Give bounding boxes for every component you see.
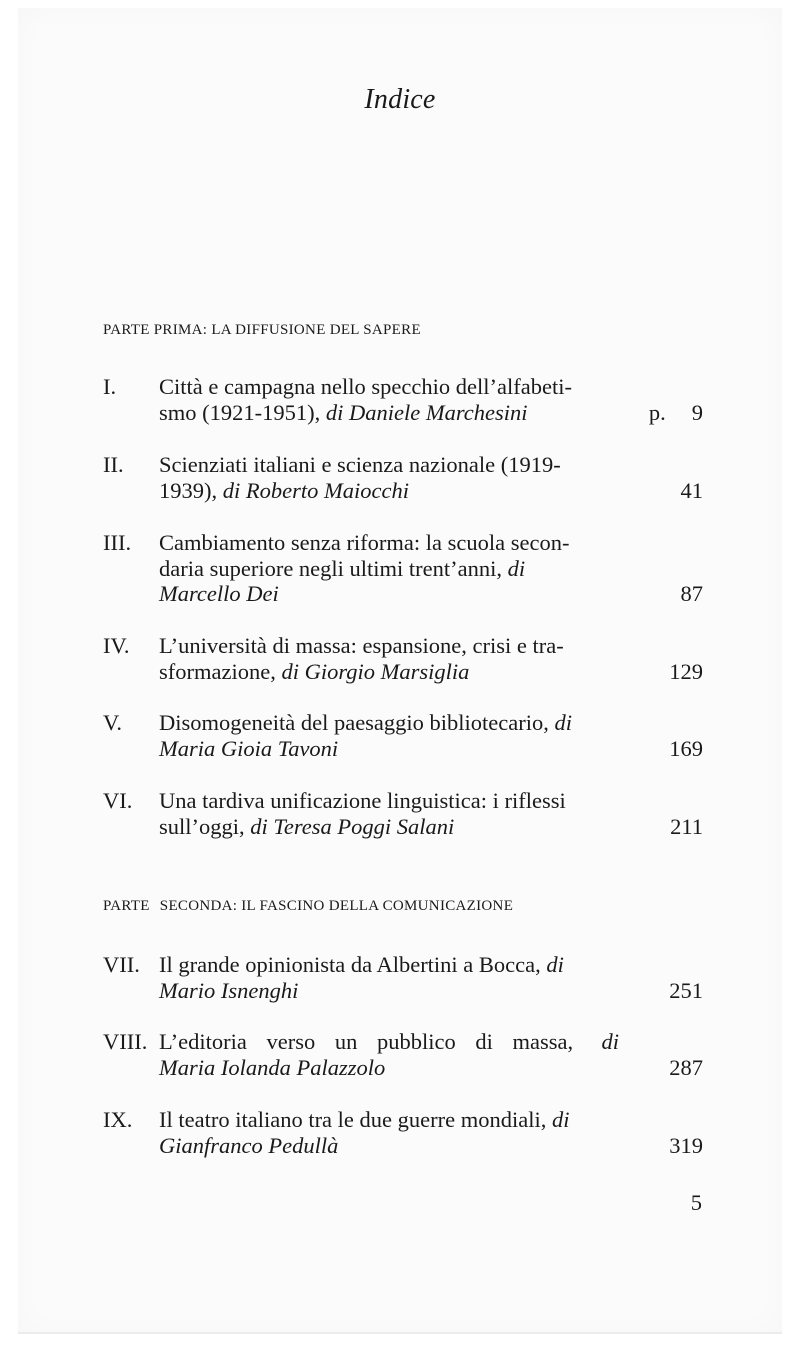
chapter-number: VII. bbox=[103, 952, 140, 977]
chapter-number: I. bbox=[103, 374, 117, 399]
chapter-title: L’editoria verso un pubblico di massa, di Maria Iolanda Palazzolo bbox=[159, 1029, 619, 1080]
part-title: SECONDA: IL FASCINO DELLA COMUNICAZIONE bbox=[159, 898, 514, 914]
page-title: Indice bbox=[364, 84, 436, 115]
chapter-number: V. bbox=[103, 710, 122, 735]
part-heading-first bbox=[103, 322, 421, 339]
toc-entry-3[interactable] bbox=[103, 530, 703, 608]
page-number: 169 bbox=[669, 735, 703, 761]
part-label: PARTE PRIMA: bbox=[103, 322, 208, 338]
chapter-author: di Teresa Poggi Salani bbox=[250, 813, 455, 839]
page-number: 287 bbox=[669, 1054, 703, 1080]
page-number: p. 9 bbox=[648, 399, 703, 425]
part-title: LA DIFFUSIONE DEL SAPERE bbox=[211, 322, 421, 338]
chapter-number: VIII. bbox=[103, 1029, 148, 1054]
toc-entry-7[interactable] bbox=[103, 952, 703, 1004]
toc-entry-6[interactable] bbox=[103, 788, 703, 840]
chapter-number: VI. bbox=[103, 788, 133, 813]
toc-entry-5[interactable] bbox=[103, 710, 703, 762]
chapter-author: Maria Iolanda Palazzolo bbox=[159, 1054, 386, 1080]
toc-entry-8[interactable] bbox=[103, 1029, 703, 1081]
part-label: PARTE bbox=[103, 898, 150, 914]
chapter-title: Città e campagna nello specchio dell’alfabeti- smo (1921-1951), di Daniele Marchesini bbox=[159, 374, 572, 425]
page-number: 251 bbox=[669, 977, 703, 1003]
folio-page-number: 5 bbox=[690, 1190, 702, 1215]
chapter-author: di Daniele Marchesini bbox=[325, 399, 528, 425]
chapter-number: IX. bbox=[103, 1107, 133, 1132]
chapter-author: Maria Gioia Tavoni bbox=[159, 735, 339, 761]
chapter-title: Il grande opinionista da Albertini a Bocca, di Mario Isnenghi bbox=[159, 952, 619, 1003]
chapter-author: di Giorgio Marsiglia bbox=[281, 658, 470, 684]
toc-entry-2[interactable] bbox=[103, 452, 703, 504]
page-number: 87 bbox=[680, 581, 703, 606]
chapter-title: Cambiamento senza riforma: la scuola secon- daria superiore negli ultimi trent’anni, di Marcello Dei bbox=[159, 530, 619, 607]
page-number: 129 bbox=[669, 658, 703, 684]
chapter-number: II. bbox=[103, 452, 124, 477]
chapter-number: III. bbox=[103, 530, 132, 555]
page-number: 319 bbox=[669, 1132, 703, 1158]
toc-entry-9[interactable] bbox=[103, 1107, 703, 1159]
chapter-title: Disomogeneità del paesaggio bibliotecario, di Maria Gioia Tavoni bbox=[159, 710, 619, 761]
chapter-title: Scienziati italiani e scienza nazionale (1919- 1939), di Roberto Maiocchi bbox=[159, 452, 561, 503]
part-heading-second bbox=[103, 898, 513, 915]
chapter-author: Gianfranco Pedullà bbox=[159, 1132, 339, 1158]
page-number: 211 bbox=[670, 813, 703, 839]
toc-entry-1[interactable] bbox=[103, 374, 703, 426]
chapter-title: Il teatro italiano tra le due guerre mondiali, di Gianfranco Pedullà bbox=[159, 1107, 619, 1158]
chapter-author: Marcello Dei bbox=[159, 581, 279, 606]
page-edge bbox=[18, 1332, 782, 1334]
chapter-author: di Roberto Maiocchi bbox=[222, 477, 409, 503]
page-number: 41 bbox=[680, 477, 703, 503]
chapter-title: L’università di massa: espansione, crisi e tra- sformazione, di Giorgio Marsiglia bbox=[159, 633, 564, 684]
chapter-author: Mario Isnenghi bbox=[159, 977, 299, 1003]
toc-entry-4[interactable] bbox=[103, 633, 703, 685]
chapter-number: IV. bbox=[103, 633, 130, 658]
chapter-title: Una tardiva unificazione linguistica: i riflessi sull’oggi, di Teresa Poggi Salani bbox=[159, 788, 566, 839]
